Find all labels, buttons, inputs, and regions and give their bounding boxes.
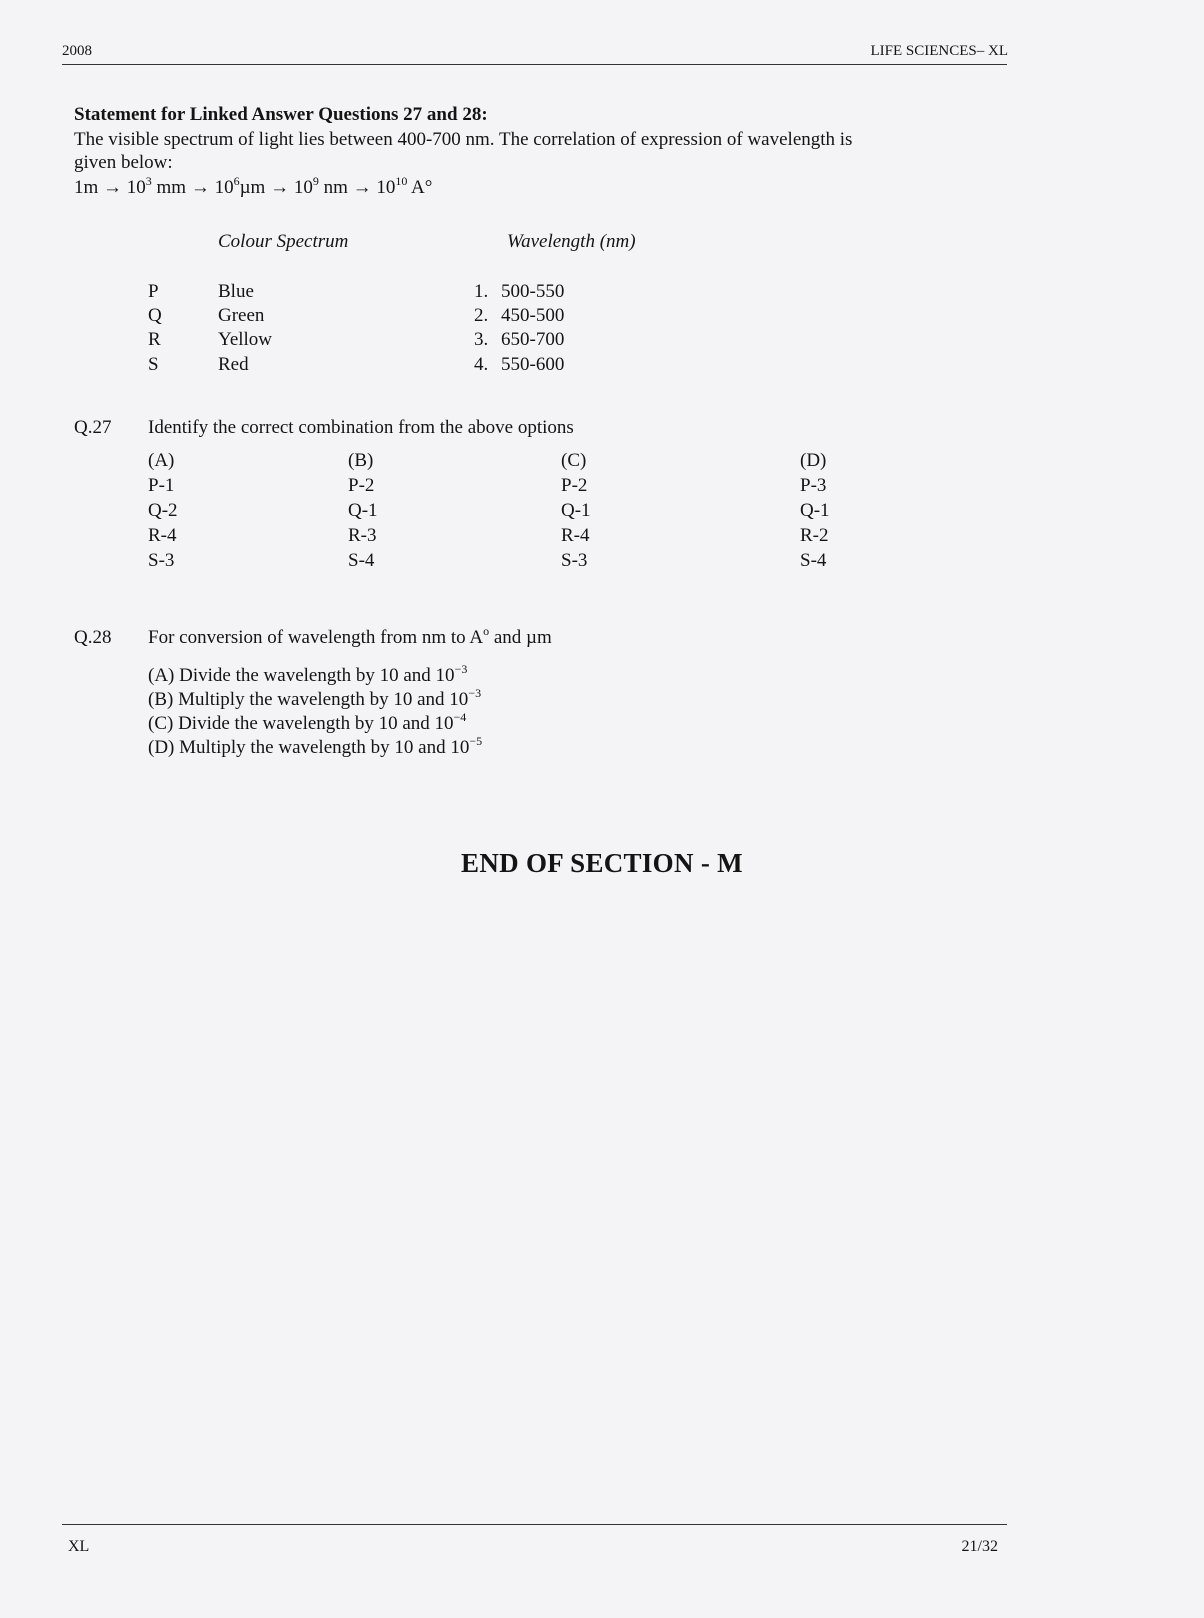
table-row-colour: Blue xyxy=(218,281,254,302)
table-row-number: 2. xyxy=(474,305,489,326)
option-line: R-4 xyxy=(561,525,590,546)
option-line: Q-1 xyxy=(800,500,830,521)
statement-heading: Statement for Linked Answer Questions 27 and 28: xyxy=(74,104,488,125)
option-line: S-3 xyxy=(561,550,588,571)
conv-exp: 3 xyxy=(145,173,152,188)
conv-part: 1m → 10 xyxy=(74,177,146,198)
q28-text-part: For conversion of wavelength from nm to A xyxy=(148,627,484,648)
header-paper-title: LIFE SCIENCES– XL xyxy=(870,43,1008,59)
conv-part: nm → 10 xyxy=(318,177,396,198)
conv-exp: 10 xyxy=(395,173,408,188)
conv-part: µm → 10 xyxy=(239,177,313,198)
end-of-section-marker: END OF SECTION - M xyxy=(461,848,743,878)
q28-option-a xyxy=(148,661,468,688)
option-line: R-4 xyxy=(148,525,177,546)
table-row-colour: Green xyxy=(218,305,265,326)
unit-conversion-chain xyxy=(74,173,433,199)
q28-text-part: and µm xyxy=(489,627,552,648)
option-line: P-2 xyxy=(561,475,588,496)
option-line: Q-2 xyxy=(148,500,178,521)
conv-exp: 6 xyxy=(233,173,240,188)
table-header-wavelength: Wavelength (nm) xyxy=(507,231,636,252)
option-text: (A) Divide the wavelength by 10 and 10 xyxy=(148,665,455,686)
option-line: Q-1 xyxy=(561,500,591,521)
question-number: Q.28 xyxy=(74,627,112,648)
header-rule xyxy=(62,64,1007,65)
statement-text-line2: given below: xyxy=(74,152,173,173)
statement-text-line1: The visible spectrum of light lies between 400-700 nm. The correlation of expression of wavelength is xyxy=(74,129,853,150)
table-row-range: 500-550 xyxy=(501,281,565,302)
table-row-letter: R xyxy=(148,329,161,350)
conv-part: mm → 10 xyxy=(151,177,234,198)
degree-mark: o xyxy=(483,623,490,638)
option-line: Q-1 xyxy=(348,500,378,521)
option-text: (B) Multiply the wavelength by 10 and 10 xyxy=(148,689,469,710)
table-row-number: 4. xyxy=(474,354,489,375)
option-label: (D) xyxy=(800,450,827,471)
footer-rule xyxy=(62,1524,1007,1525)
table-row-colour: Red xyxy=(218,354,249,375)
option-line: P-2 xyxy=(348,475,375,496)
option-line: S-3 xyxy=(148,550,175,571)
option-line: S-4 xyxy=(348,550,375,571)
table-row-letter: S xyxy=(148,354,159,375)
table-header-colour-spectrum: Colour Spectrum xyxy=(218,231,349,252)
table-row-range: 650-700 xyxy=(501,329,565,350)
footer-page-number: 21/32 xyxy=(961,1538,998,1555)
q28-option-b xyxy=(148,685,482,712)
option-line: P-3 xyxy=(800,475,827,496)
question-number: Q.27 xyxy=(74,417,112,438)
option-line: P-1 xyxy=(148,475,175,496)
table-row-letter: Q xyxy=(148,305,162,326)
option-line: R-3 xyxy=(348,525,377,546)
header-year: 2008 xyxy=(62,43,92,59)
option-label: (A) xyxy=(148,450,175,471)
question-text: Identify the correct combination from the above options xyxy=(148,417,574,438)
option-exponent: −3 xyxy=(454,661,468,676)
table-row-letter: P xyxy=(148,281,159,302)
table-row-range: 450-500 xyxy=(501,305,565,326)
option-line: S-4 xyxy=(800,550,827,571)
option-text: (D) Multiply the wavelength by 10 and 10 xyxy=(148,737,470,758)
table-row-colour: Yellow xyxy=(218,329,273,350)
conv-part: A° xyxy=(407,177,433,198)
option-text: (C) Divide the wavelength by 10 and 10 xyxy=(148,713,454,734)
conv-exp: 9 xyxy=(312,173,319,188)
option-exponent: −3 xyxy=(468,685,482,700)
option-exponent: −5 xyxy=(469,733,483,748)
table-row-range: 550-600 xyxy=(501,354,565,375)
footer-paper-code: XL xyxy=(68,1538,90,1555)
option-exponent: −4 xyxy=(453,709,467,724)
option-line: R-2 xyxy=(800,525,829,546)
q28-option-d xyxy=(148,733,483,760)
option-label: (C) xyxy=(561,450,587,471)
table-row-number: 3. xyxy=(474,329,489,350)
option-label: (B) xyxy=(348,450,374,471)
question-text xyxy=(148,623,552,649)
q28-option-c xyxy=(148,709,467,736)
table-row-number: 1. xyxy=(474,281,489,302)
